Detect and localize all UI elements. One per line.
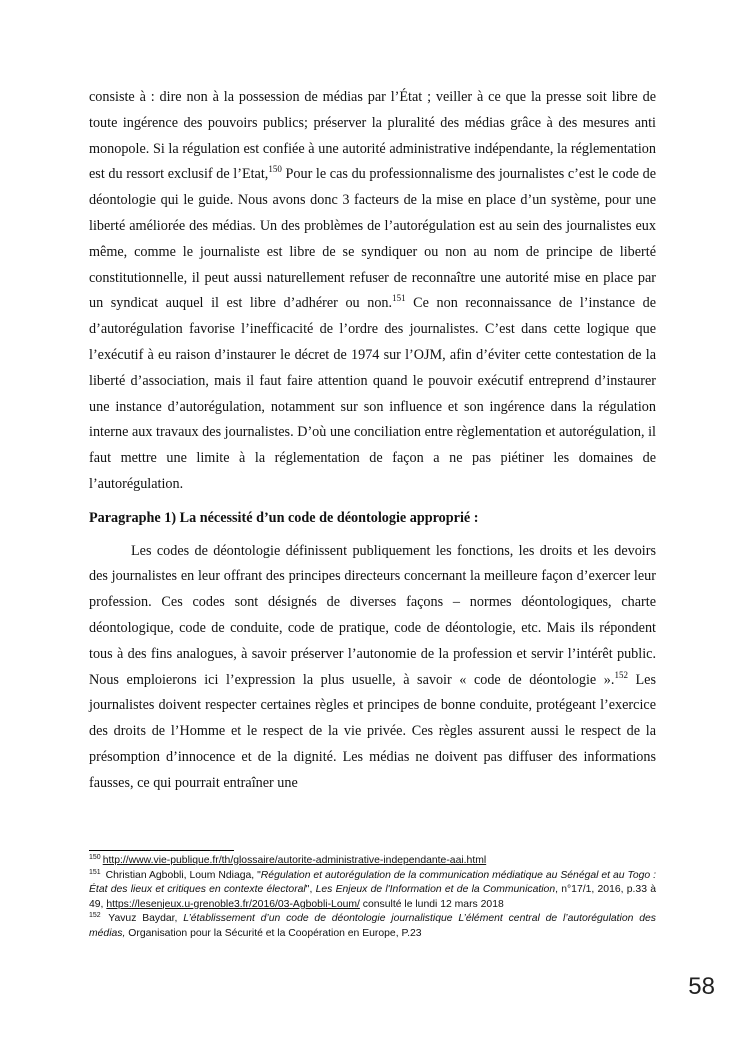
main-text — [89, 85, 656, 797]
page-number: 58 — [688, 973, 715, 1000]
paragraph-2: Les codes de déontologie définissent publiquement les fonctions, les droits et les devoirs des journalistes en leur offrant des principes directeurs concernant la meilleure façon d’exercer leur profession. Ces codes sont désignés de diverses façons – normes déontologiques, charte déontologique, code de conduite, code de pratique, code de déontologie, etc. Mais ils répondent tous à des fins analogues, à savoir préserver l’autonomie de la profession et servir l’intérêt public. Nous emploierons ici l’expression la plus usuelle, à savoir « code de déontologie ».$^{152}$ Les journalistes doivent respecter certaines règles et principes de bonne conduite, protégeant l’exercice des droits de l’Homme et le respect de la vie privée. Ces règles assurent aussi le respect de la présomption d’innocence et de la dignité. Les médias ne doivent pas diffuser des informations fausses, ce qui pourrait entraîner une — [89, 542, 656, 791]
footnote-151: $^{151}$ Christian Agbobli, Loum Ndiaga, "Régulation et autorégulation de la communication médiatique au Sénégal et au Togo : État des lieux et critiques en contexte électoral", Les Enjeux de l'Information et de la Communication, n°17/1, 2016, p.33 à 49, https://lesenjeux.u-grenoble3.fr/2016/03-Agbobli-Loum/ consulté le lundi 12 mars 2018 — [89, 868, 657, 910]
footnote-151-link[interactable]: https://lesenjeux.u-grenoble3.fr/2016/03-Agbobli-Loum/ — [106, 898, 360, 910]
section-heading: Paragraphe 1) La nécessité d’un code de déontologie approprié : — [89, 509, 479, 526]
footnote-ref-151[interactable]: 151 — [392, 293, 406, 304]
paragraph-1: consiste à : dire non à la possession de médias par l’État ; veiller à ce que la presse soit libre de toute ingérence des pouvoirs publics; préserver la pluralité des médias grâce à des mesures anti monopole. Si la régulation est confiée à une autorité administrative indépendante, la réglementation est du ressort exclusif de l’Etat,$^{150}$ Pour le cas du professionnalisme des journalistes c’est le code de déontologie qui le guide. Nous avons donc 3 facteurs de la mise en place d’un système, pour une liberté améliorée des médias. Un des problèmes de l’autorégulation est au sein des journalistes eux même, comme le journaliste est libre de se syndiquer ou non au nom de principe de liberté constitutionnelle, il peut aussi naturellement refuser de reconnaître une autorité mise en place par un syndicat auquel il est libre d’adhérer ou non.$^{151}$ Ce non reconnaissance de l’instance de d’autorégulation favorise l’inefficacité de l’ordre des journalistes. C’est dans cette logique que l’exécutif à eu raison d’instaurer le décret de 1974 sur l’OJM, afin d’éviter cette contestation de la liberté d’association, mais il faut faire attention quand le pouvoir exécutif entreprend d’instaurer une instance d’autorégulation, notamment sur son influence et son ingérence dans la régulation interne aux travaux des journalistes. D’où une conciliation entre règlementation et autorégulation, il faut mettre une limite à la réglementation de façon a ne pas piétiner les domaines de l’autorégulation. — [89, 89, 656, 492]
footnote-separator — [89, 850, 234, 851]
footnote-ref-150[interactable]: 150 — [268, 164, 282, 175]
footnote-ref-152[interactable]: 152 — [614, 669, 628, 680]
footnote-150-link[interactable]: http://www.vie-publique.fr/th/glossaire/autorite-administrative-independante-aai.html — [102, 855, 487, 866]
footnotes — [89, 854, 656, 942]
footnote-150: $^{150}$ http://www.vie-publique.fr/th/glossaire/autorite-administrative-independante-aai.html — [89, 854, 487, 866]
footnote-152: $^{152}$ Yavuz Baydar, L’établissement d’un code de déontologie journalistique L’élément central de l’autorégulation des médias, Organisation pour la Sécurité et la Coopération en Europe, P.23 — [89, 912, 656, 939]
